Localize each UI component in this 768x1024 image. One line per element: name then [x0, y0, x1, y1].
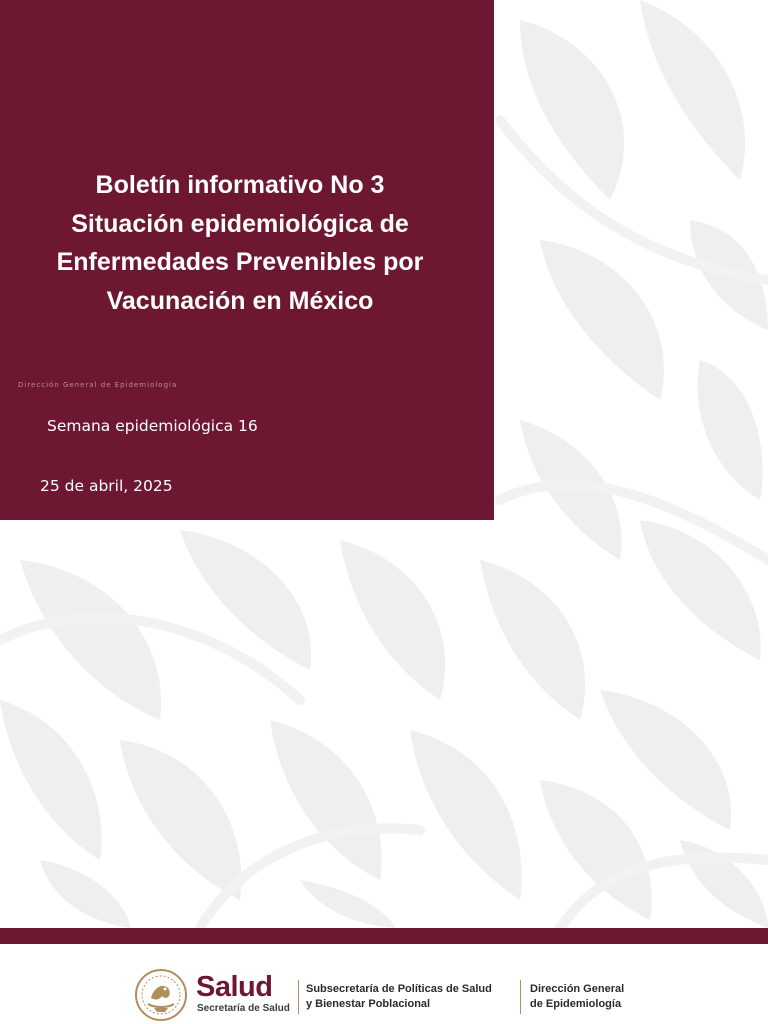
mexican-eagle-seal-icon [134, 968, 188, 1022]
title-line-2: Situación epidemiológica de [71, 209, 409, 238]
title-line-1: Boletín informativo No 3 [95, 171, 385, 199]
direccion-label [530, 982, 624, 1012]
publication-date: 25 de abril, 2025 [40, 477, 173, 495]
bottom-color-band [0, 928, 768, 944]
title-line-3: Enfermedades Prevenibles por [56, 248, 424, 276]
faint-caption: Dirección General de Epidemiología [18, 381, 178, 389]
footer-divider-2 [520, 980, 521, 1014]
title-line-4: Vacunación en México [106, 286, 374, 315]
document-title [20, 166, 460, 320]
salud-logo-word: Salud [196, 971, 273, 1003]
direccion-line-1: Dirección General [530, 983, 625, 995]
footer-divider-1 [298, 980, 299, 1014]
title-panel [0, 0, 494, 520]
subsecretaria-label [306, 982, 492, 1012]
subsecretaria-line-2: y Bienestar Poblacional [306, 998, 431, 1010]
subsecretaria-line-1: Subsecretaría de Políticas de Salud [306, 983, 492, 995]
salud-logo-subtitle: Secretaría de Salud [197, 1003, 290, 1014]
epidemiological-week: Semana epidemiológica 16 [47, 417, 258, 435]
direccion-line-2: de Epidemiología [530, 998, 622, 1010]
